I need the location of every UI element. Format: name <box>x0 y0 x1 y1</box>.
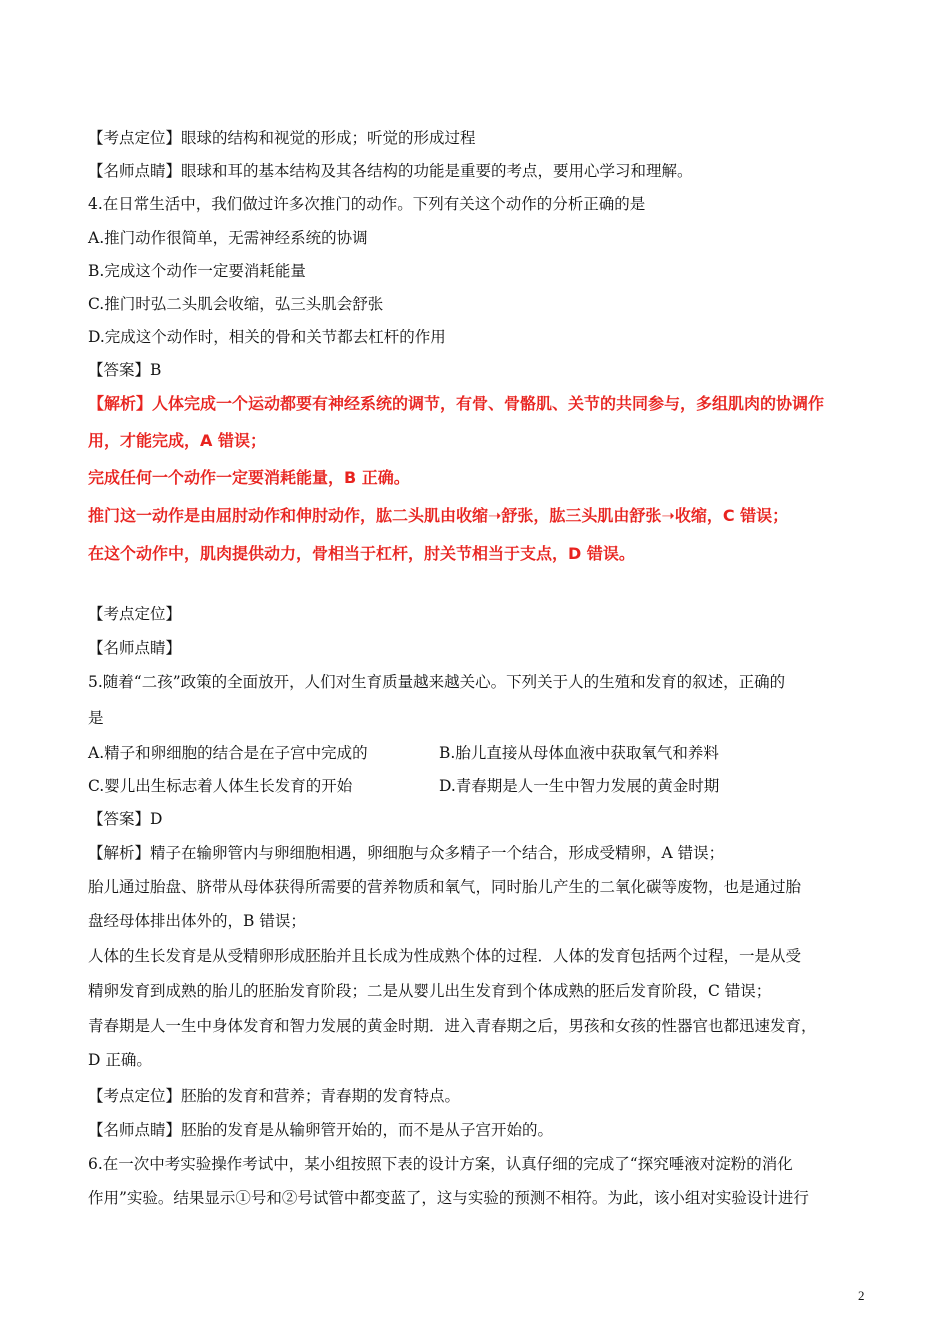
q5-analysis-line: 人体的生长发育是从受精卵形成胚胎并且长成为性成熟个体的过程．人体的发育包括两个过程，一是从受 <box>88 947 802 965</box>
q5-answer: 【答案】D <box>88 810 163 828</box>
q4-analysis-line: 【解析】人体完成一个运动都要有神经系统的调节，有骨、骨骼肌、关节的共同参与，多组肌肉的协调作 <box>88 394 825 413</box>
q5-stem-line2: 是 <box>88 709 104 727</box>
q4-analysis-line: 完成任何一个动作一定要消耗能量，B 正确。 <box>88 468 410 487</box>
q3-mingshi: 【名师点睛】眼球和耳的基本结构及其各结构的功能是重要的考点，要用心学习和理解。 <box>88 162 693 180</box>
q5-kaodian: 【考点定位】胚胎的发育和营养；青春期的发育特点。 <box>88 1087 461 1105</box>
q4-option-a: A.推门动作很简单，无需神经系统的协调 <box>88 229 368 247</box>
q4-mingshi: 【名师点睛】 <box>88 639 182 657</box>
q4-kaodian: 【考点定位】 <box>88 605 182 623</box>
q5-option-b: B.胎儿直接从母体血液中获取氧气和养料 <box>439 744 719 762</box>
q5-analysis-line: 青春期是人一生中身体发育和智力发展的黄金时期．进入青春期之后，男孩和女孩的性器官也都迅速发育， <box>88 1017 817 1035</box>
q4-analysis-line: 在这个动作中，肌肉提供动力，骨相当于杠杆，肘关节相当于支点，D 错误。 <box>88 544 635 563</box>
q6-line1: 6.在一次中考实验操作考试中，某小组按照下表的设计方案，认真仔细的完成了“探究唾液对淀粉的消化 <box>88 1155 793 1173</box>
q4-analysis-line: 推门这一动作是由屈肘动作和伸肘动作，肱二头肌由收缩➝舒张，肱三头肌由舒张➝收缩，C 错误； <box>88 506 789 525</box>
q4-analysis-line: 用，才能完成，A 错误； <box>88 431 266 450</box>
q3-kaodian: 【考点定位】眼球的结构和视觉的形成；听觉的形成过程 <box>88 129 476 147</box>
q5-analysis-line: 盘经母体排出体外的，B 错误； <box>88 912 306 930</box>
q5-option-c: C.婴儿出生标志着人体生长发育的开始 <box>88 777 353 795</box>
q5-option-d: D.青春期是人一生中智力发展的黄金时期 <box>439 777 720 795</box>
q6-line2: 作用”实验。结果显示①号和②号试管中都变蓝了，这与实验的预测不相符。为此，该小组对实验设计进行 <box>88 1189 809 1207</box>
q5-stem-line1: 5.随着“二孩”政策的全面放开，人们对生育质量越来越关心。下列关于人的生殖和发育的叙述，正确的 <box>88 673 786 691</box>
q5-option-a: A.精子和卵细胞的结合是在子宫中完成的 <box>88 744 368 762</box>
q4-option-b: B.完成这个动作一定要消耗能量 <box>88 262 306 280</box>
q5-analysis-line: 精卵发育到成熟的胎儿的胚胎发育阶段；二是从婴儿出生发育到个体成熟的胚后发育阶段，C 错误； <box>88 982 772 1000</box>
q4-stem: 4.在日常生活中，我们做过许多次推门的动作。下列有关这个动作的分析正确的是 <box>88 195 646 213</box>
q5-analysis-line: 胎儿通过胎盘、脐带从母体获得所需要的营养物质和氧气，同时胎儿产生的二氧化碳等废物，也是通过胎 <box>88 878 802 896</box>
q4-option-d: D.完成这个动作时，相关的骨和关节都去杠杆的作用 <box>88 328 446 346</box>
q5-options-row1 <box>88 743 868 763</box>
q5-analysis-line: D 正确。 <box>88 1051 152 1069</box>
q4-answer: 【答案】B <box>88 361 162 379</box>
q5-options-row2 <box>88 776 868 796</box>
q5-mingshi: 【名师点睛】胚胎的发育是从输卵管开始的，而不是从子宫开始的。 <box>88 1121 554 1139</box>
q5-analysis-line: 【解析】精子在输卵管内与卵细胞相遇，卵细胞与众多精子一个结合，形成受精卵，A 错误； <box>88 844 725 862</box>
page-number: 2 <box>858 1288 865 1303</box>
q4-option-c: C.推门时弘二头肌会收缩，弘三头肌会舒张 <box>88 295 384 313</box>
